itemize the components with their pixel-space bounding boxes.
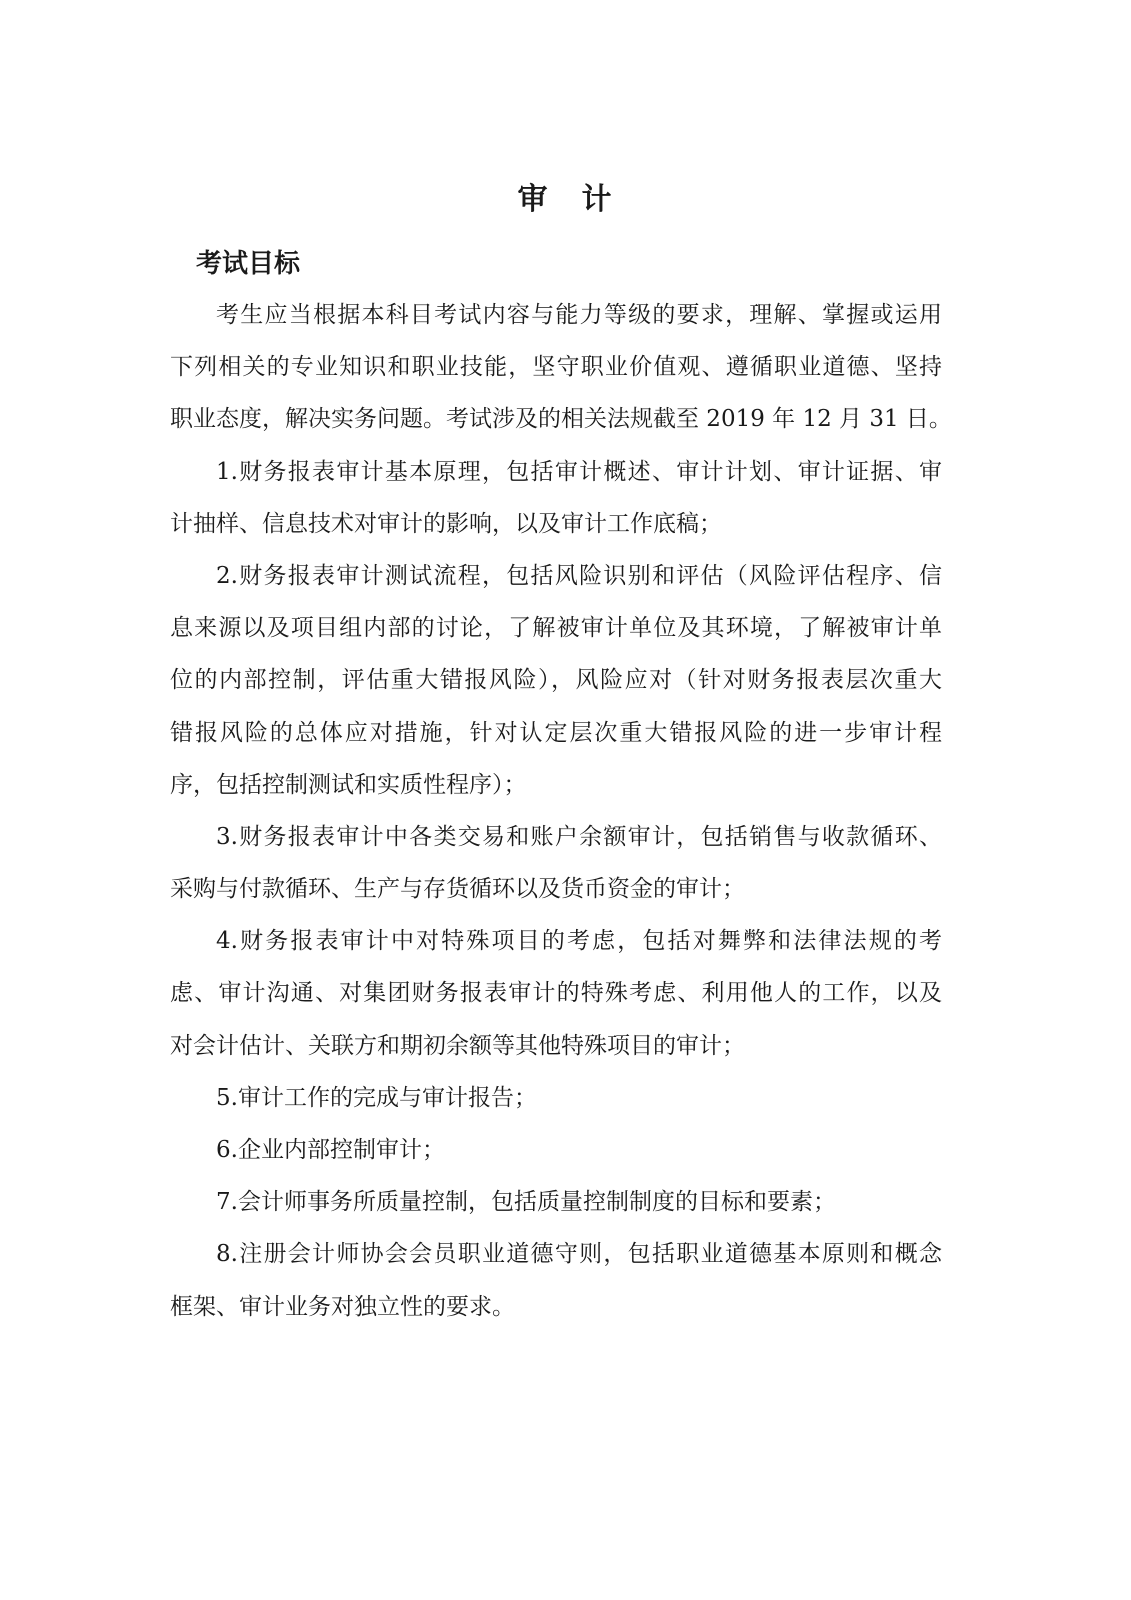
text-line: 1.财务报表审计基本原理，包括审计概述、审计计划、审计证据、审 xyxy=(216,458,942,485)
paragraph xyxy=(170,1072,942,1124)
text-line: 7.会计师事务所质量控制，包括质量控制制度的目标和要素； xyxy=(216,1189,836,1216)
document-body xyxy=(170,289,952,1333)
paragraph xyxy=(170,1176,942,1228)
paragraph xyxy=(170,446,942,550)
text-line: 4.财务报表审计中对特殊项目的考虑，包括对舞弊和法律法规的考 xyxy=(216,928,942,955)
text-line: 职业态度，解决实务问题。考试涉及的相关法规截至 2019 年 12 月 31 日。 xyxy=(170,406,952,433)
text-line: 采购与付款循环、生产与存货循环以及货币资金的审计； xyxy=(170,876,745,903)
text-line: 息来源以及项目组内部的讨论，了解被审计单位及其环境，了解被审计单 xyxy=(170,615,942,642)
paragraph xyxy=(170,915,942,1072)
text-line: 3.财务报表审计中各类交易和账户余额审计，包括销售与收款循环、 xyxy=(216,823,942,850)
paragraph xyxy=(170,1124,942,1176)
text-line: 下列相关的专业知识和职业技能，坚守职业价值观、遵循职业道德、坚持 xyxy=(170,354,942,381)
text-line: 6.企业内部控制审计； xyxy=(216,1137,445,1163)
paragraph xyxy=(170,289,952,446)
text-line: 5.审计工作的完成与审计报告； xyxy=(216,1084,537,1111)
text-line: 2.财务报表审计测试流程，包括风险识别和评估（风险评估程序、信 xyxy=(216,562,942,589)
text-line: 位的内部控制，评估重大错报风险），风险应对（针对财务报表层次重大 xyxy=(170,667,942,694)
text-line: 考生应当根据本科目考试内容与能力等级的要求，理解、掌握或运用 xyxy=(216,302,942,328)
section-heading: 考试目标 xyxy=(196,249,301,279)
paragraph xyxy=(170,550,942,811)
text-line: 虑、审计沟通、对集团财务报表审计的特殊考虑、利用他人的工作，以及 xyxy=(170,980,942,1007)
text-line: 框架、审计业务对独立性的要求。 xyxy=(170,1293,515,1320)
paragraph xyxy=(170,811,942,915)
document-title: 审 计 xyxy=(517,182,614,217)
text-line: 对会计估计、关联方和期初余额等其他特殊项目的审计； xyxy=(170,1032,745,1059)
paragraph xyxy=(170,1228,942,1332)
text-line: 错报风险的总体应对措施，针对认定层次重大错报风险的进一步审计程 xyxy=(170,719,942,746)
text-line: 序，包括控制测试和实质性程序）； xyxy=(170,771,527,798)
text-line: 8.注册会计师协会会员职业道德守则，包括职业道德基本原则和概念 xyxy=(216,1241,942,1268)
text-line: 计抽样、信息技术对审计的影响，以及审计工作底稿； xyxy=(170,510,722,537)
